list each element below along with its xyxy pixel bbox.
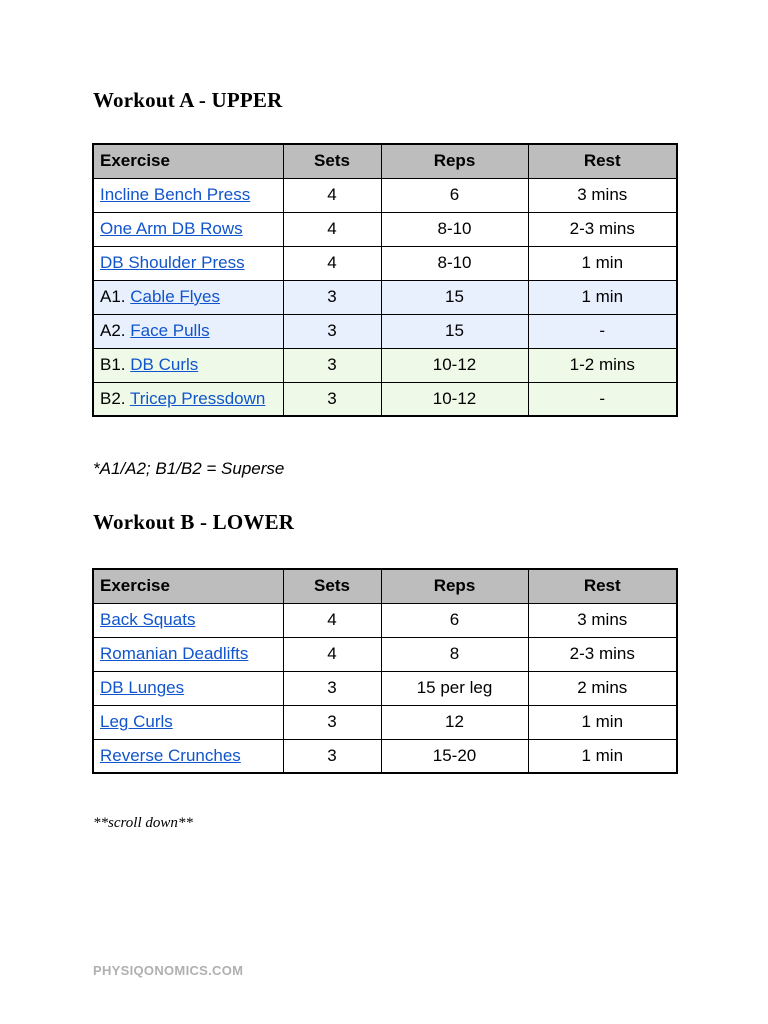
sets-cell: 3 — [283, 280, 381, 314]
exercise-link[interactable]: Tricep Pressdown — [129, 388, 266, 408]
column-header-rest: Rest — [528, 569, 677, 603]
reps-cell: 15 per leg — [381, 671, 528, 705]
exercise-link[interactable]: DB Curls — [130, 355, 199, 374]
table-row — [93, 348, 677, 382]
workout-b-title: Workout B - LOWER — [93, 510, 295, 534]
table-row — [93, 705, 677, 739]
table-row — [93, 382, 677, 416]
exercise-link[interactable]: Incline Bench Press — [100, 185, 251, 204]
exercise-cell — [93, 739, 283, 773]
rest-cell: 2-3 mins — [528, 637, 677, 671]
sets-cell: 3 — [283, 705, 381, 739]
table-row — [93, 246, 677, 280]
sets-cell: 4 — [283, 603, 381, 637]
column-header-sets: Sets — [283, 144, 381, 178]
sets-cell: 4 — [283, 637, 381, 671]
table-row — [93, 280, 677, 314]
reps-cell: 8 — [381, 637, 528, 671]
superset-label: B1. — [100, 355, 131, 374]
exercise-link[interactable]: One Arm DB Rows — [100, 219, 243, 238]
rest-cell: 1-2 mins — [528, 348, 677, 382]
sets-cell: 4 — [283, 178, 381, 212]
exercise-cell — [93, 382, 283, 416]
exercise-link[interactable]: Reverse Crunches — [100, 745, 241, 765]
rest-cell: 1 min — [528, 739, 677, 773]
rest-cell: 3 mins — [528, 603, 677, 637]
reps-cell: 8-10 — [381, 212, 528, 246]
exercise-cell — [93, 348, 283, 382]
table-row — [93, 178, 677, 212]
table-row — [93, 671, 677, 705]
reps-cell: 6 — [381, 178, 528, 212]
column-header-exercise: Exercise — [93, 569, 283, 603]
column-header-rest: Rest — [528, 144, 677, 178]
reps-cell: 10-12 — [381, 382, 528, 416]
table-header-row — [93, 569, 677, 603]
superset-label: A1. — [100, 287, 131, 306]
reps-cell: 10-12 — [381, 348, 528, 382]
sets-cell: 4 — [283, 246, 381, 280]
sets-cell: 3 — [283, 382, 381, 416]
rest-cell: 2-3 mins — [528, 212, 677, 246]
scroll-down-note: **scroll down** — [93, 815, 193, 831]
superset-note: *A1/A2; B1/B2 = Superse — [93, 459, 285, 478]
exercise-link[interactable]: DB Shoulder Press — [100, 253, 245, 272]
rest-cell: 1 min — [528, 246, 677, 280]
exercise-cell — [93, 246, 283, 280]
workout-a-table — [92, 143, 678, 417]
table-row — [93, 603, 677, 637]
sets-cell: 3 — [283, 314, 381, 348]
reps-cell: 15 — [381, 280, 528, 314]
exercise-cell — [93, 178, 283, 212]
exercise-link[interactable]: Cable Flyes — [130, 287, 221, 306]
rest-cell: 2 mins — [528, 671, 677, 705]
superset-label: A2. — [100, 321, 131, 340]
rest-cell: 1 min — [528, 705, 677, 739]
exercise-link[interactable]: Leg Curls — [100, 712, 173, 731]
reps-cell: 6 — [381, 603, 528, 637]
exercise-cell — [93, 603, 283, 637]
exercise-link[interactable]: Romanian Deadlifts — [100, 644, 249, 663]
exercise-cell — [93, 280, 283, 314]
exercise-cell — [93, 212, 283, 246]
rest-cell: 3 mins — [528, 178, 677, 212]
exercise-cell — [93, 314, 283, 348]
site-footer: PHYSIQONOMICS.COM — [93, 963, 244, 978]
table-header-row — [93, 144, 677, 178]
exercise-link[interactable]: Face Pulls — [130, 321, 210, 340]
exercise-link[interactable]: Back Squats — [100, 610, 196, 629]
sets-cell: 3 — [283, 739, 381, 773]
exercise-cell — [93, 705, 283, 739]
column-header-sets: Sets — [283, 569, 381, 603]
table-row — [93, 314, 677, 348]
exercise-cell — [93, 671, 283, 705]
sets-cell: 3 — [283, 671, 381, 705]
sets-cell: 3 — [283, 348, 381, 382]
table-row — [93, 637, 677, 671]
rest-cell: 1 min — [528, 280, 677, 314]
reps-cell: 8-10 — [381, 246, 528, 280]
column-header-exercise: Exercise — [93, 144, 283, 178]
rest-cell: - — [528, 314, 677, 348]
exercise-link[interactable]: DB Lunges — [100, 678, 185, 697]
column-header-reps: Reps — [381, 569, 528, 603]
reps-cell: 12 — [381, 705, 528, 739]
column-header-reps: Reps — [381, 144, 528, 178]
table-row — [93, 739, 677, 773]
workout-b-table — [92, 568, 678, 774]
table-row — [93, 212, 677, 246]
superset-label: B2. — [100, 388, 130, 408]
sets-cell: 4 — [283, 212, 381, 246]
workout-a-title: Workout A - UPPER — [93, 88, 283, 112]
reps-cell: 15-20 — [381, 739, 528, 773]
reps-cell: 15 — [381, 314, 528, 348]
exercise-cell — [93, 637, 283, 671]
rest-cell: - — [528, 382, 677, 416]
